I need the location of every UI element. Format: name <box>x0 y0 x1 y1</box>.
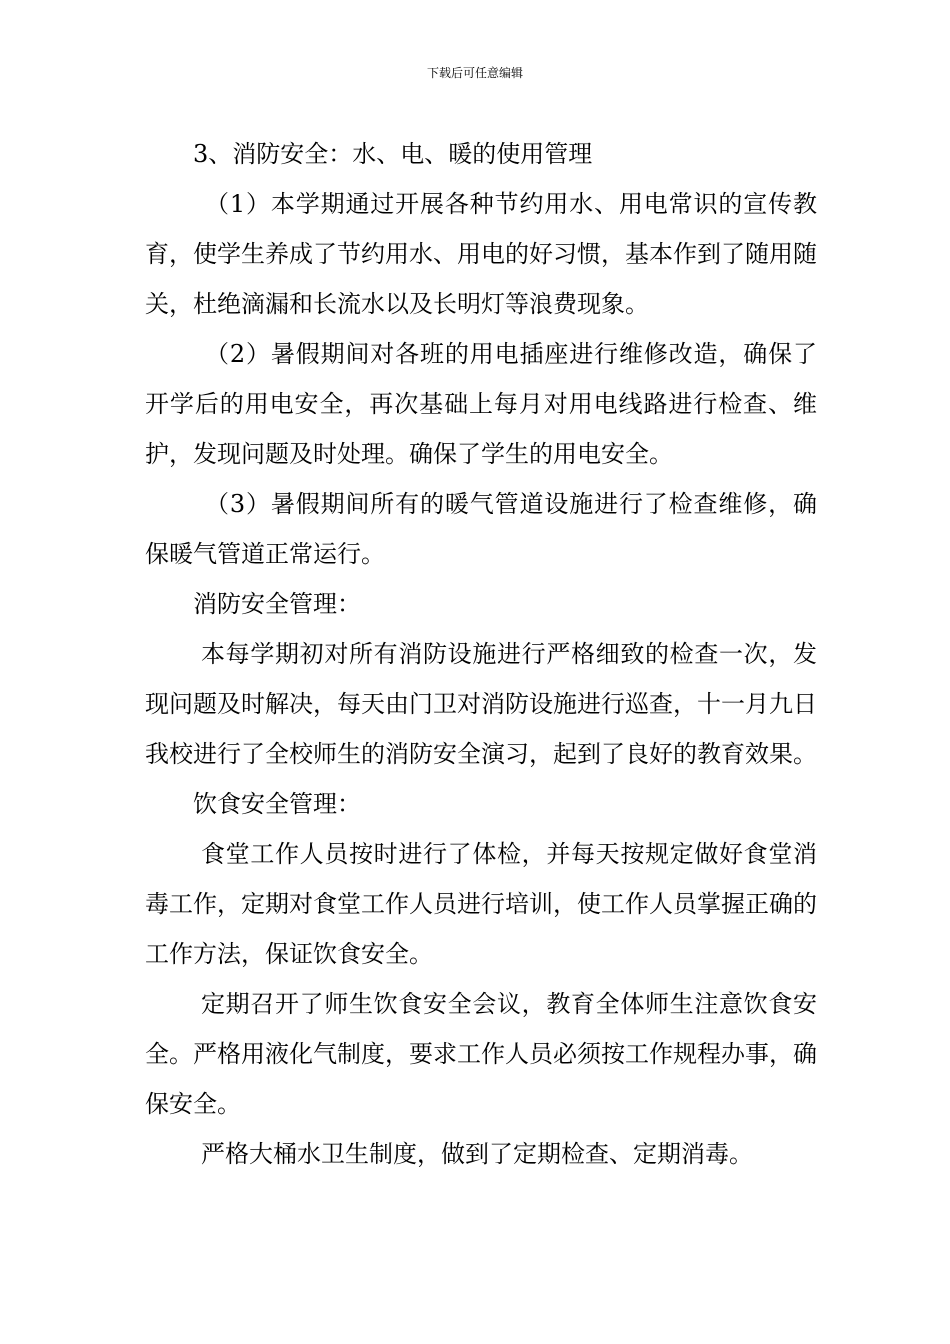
paragraph-food-body-3: 严格大桶水卫生制度，做到了定期检查、定期消毒。 <box>201 1140 753 1168</box>
paragraph-fire-heading: 消防安全管理： <box>193 590 361 618</box>
paragraph-item-3: （3）暑假期间所有的暖气管道设施进行了检查维修，确保暖气管道正常运行。 <box>145 490 817 568</box>
paragraph-section-title: 3、消防安全：水、电、暖的使用管理 <box>193 140 593 168</box>
paragraph-item-2: （2）暑假期间对各班的用电插座进行维修改造，确保了开学后的用电安全，再次基础上每月对用电线路进行检查、维护，发现问题及时处理。确保了学生的用电安全。 <box>145 340 817 468</box>
paragraph-food-body-2: 定期召开了师生饮食安全会议，教育全体师生注意饮食安全。严格用液化气制度，要求工作人员必须按工作规程办事，确保安全。 <box>145 990 817 1118</box>
header-note: 下载后可任意编辑 <box>426 66 523 80</box>
paragraph-food-body-1: 食堂工作人员按时进行了体检，并每天按规定做好食堂消毒工作，定期对食堂工作人员进行培训，使工作人员掌握正确的工作方法，保证饮食安全。 <box>145 840 817 968</box>
paragraph-fire-body: 本每学期初对所有消防设施进行严格细致的检查一次，发现问题及时解决，每天由门卫对消防设施进行巡查，十一月九日我校进行了全校师生的消防安全演习，起到了良好的教育效果。 <box>145 640 817 768</box>
paragraph-item-1: （1）本学期通过开展各种节约用水、用电常识的宣传教育，使学生养成了节约用水、用电的好习惯，基本作到了随用随关，杜绝滴漏和长流水以及长明灯等浪费现象。 <box>145 190 817 318</box>
paragraph-food-heading: 饮食安全管理： <box>193 790 361 818</box>
document-body <box>145 129 817 1179</box>
